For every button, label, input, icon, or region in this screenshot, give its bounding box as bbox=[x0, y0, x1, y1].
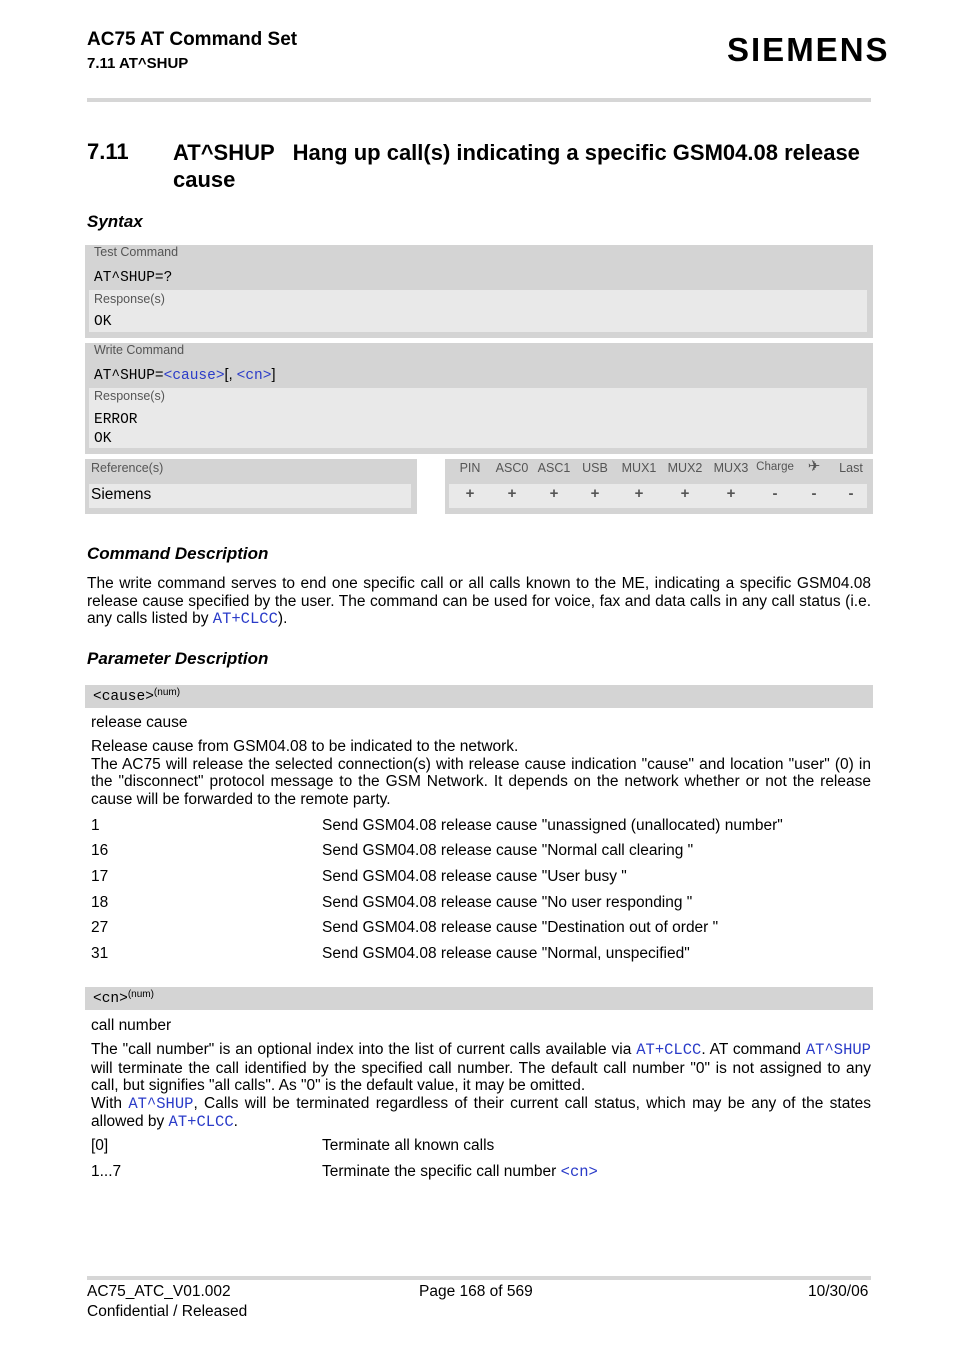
at-clcc-link[interactable]: AT+CLCC bbox=[212, 610, 278, 629]
reference-value: Siemens bbox=[91, 486, 152, 503]
interface-support-value: - bbox=[848, 485, 854, 502]
command-description-text bbox=[87, 575, 871, 629]
siemens-logo: SIEMENS bbox=[727, 31, 890, 68]
cause-detail bbox=[91, 738, 871, 808]
cn-p2-text-b: , Calls will be terminated regardless of their current call status, which may be any of the states allowed by bbox=[91, 1094, 871, 1131]
interface-support-value: - bbox=[772, 485, 778, 502]
cause-value-key: 27 bbox=[91, 919, 109, 936]
cn-param-link-2[interactable]: <cn> bbox=[560, 1163, 598, 1181]
cn-name: <cn> bbox=[93, 991, 128, 1007]
cause-parameter-bar bbox=[85, 685, 873, 708]
write-command-label: Write Command bbox=[94, 343, 185, 357]
write-response-box bbox=[89, 388, 867, 448]
interface-support-value: + bbox=[549, 485, 559, 502]
interface-column-header: Charge bbox=[756, 461, 794, 473]
section-number: 7.11 bbox=[87, 139, 129, 164]
cause-name: <cause> bbox=[93, 689, 154, 705]
reference-label: Reference(s) bbox=[91, 461, 164, 475]
cn-parameter-bar bbox=[85, 987, 873, 1010]
cn-paragraph-1 bbox=[91, 1041, 871, 1095]
footer-doc-id: AC75_ATC_V01.002 bbox=[87, 1283, 231, 1300]
cmd-desc-text-a: The write command serves to end one specific call or all calls known to the ME, indicating a specific GSM04.08 release cause specified by the user. The command can be used for voice, fax and data calls in any call status (i.e. any calls listed by bbox=[87, 575, 871, 628]
test-response-box bbox=[89, 290, 867, 332]
footer-divider bbox=[87, 1276, 871, 1280]
interface-support-value: + bbox=[680, 485, 690, 502]
interface-column-header: MUX2 bbox=[667, 461, 703, 475]
cause-short-description: release cause bbox=[91, 714, 188, 731]
footer-date: 10/30/06 bbox=[808, 1283, 869, 1300]
interface-column-header: ASC1 bbox=[537, 461, 571, 475]
cn-param-link[interactable]: <cn> bbox=[236, 368, 272, 384]
section-subtitle: 7.11 AT^SHUP bbox=[87, 55, 189, 72]
cause-value-key: 17 bbox=[91, 868, 109, 885]
at-clcc-link-2[interactable]: AT+CLCC bbox=[636, 1041, 702, 1059]
cause-parameter-name bbox=[93, 689, 180, 705]
cause-detail-line2: The AC75 will release the selected connection(s) with release cause indication "cause" and location "user" (0) in the "disconnect" protocol message to the GSM Network. It depends on the network whether or not the release cause will be forwarded to the remote party. bbox=[91, 755, 871, 808]
cn-p2-text-a: With bbox=[91, 1094, 129, 1112]
document-title: AC75 AT Command Set bbox=[87, 29, 298, 50]
cn-detail bbox=[91, 1041, 871, 1132]
command-description-heading: Command Description bbox=[87, 544, 269, 563]
at-shup-link[interactable]: AT^SHUP bbox=[805, 1041, 871, 1059]
cn-p1-text-b: . AT command bbox=[701, 1041, 806, 1058]
parameter-description-heading: Parameter Description bbox=[87, 649, 269, 668]
test-command-syntax: AT^SHUP=? bbox=[94, 270, 173, 286]
section-title: AT^SHUP Hang up call(s) indicating a specific GSM04.08 release cause bbox=[173, 140, 867, 192]
footer-status: Confidential / Released bbox=[87, 1303, 248, 1320]
interface-column-header: PIN bbox=[459, 461, 481, 475]
interface-column-header: MUX1 bbox=[621, 461, 657, 475]
cause-value-key: 31 bbox=[91, 945, 109, 962]
cause-value-desc: Send GSM04.08 release cause "User busy " bbox=[322, 868, 627, 885]
syntax-heading: Syntax bbox=[87, 212, 143, 231]
at-clcc-link-3[interactable]: AT+CLCC bbox=[168, 1113, 234, 1132]
write-command-syntax bbox=[94, 367, 275, 384]
interface-column-header: ASC0 bbox=[495, 461, 529, 475]
cause-value-key: 16 bbox=[91, 842, 109, 859]
interface-support-value: + bbox=[634, 485, 644, 502]
cmd-desc-text-b: ). bbox=[277, 610, 288, 628]
cause-type: (num) bbox=[153, 687, 181, 698]
airplane-icon: ✈ bbox=[807, 458, 821, 475]
cause-value-desc: Send GSM04.08 release cause "Normal, unspecified" bbox=[322, 945, 690, 962]
write-response-error: ERROR bbox=[94, 412, 138, 428]
footer-page-number: Page 168 of 569 bbox=[419, 1283, 533, 1300]
cause-value-key: 1 bbox=[91, 817, 100, 834]
cn-parameter-name bbox=[93, 991, 154, 1007]
cause-value-desc: Send GSM04.08 release cause "No user responding " bbox=[322, 894, 693, 911]
cause-value-desc: Send GSM04.08 release cause "unassigned (unallocated) number" bbox=[322, 817, 783, 834]
interface-support-value: + bbox=[590, 485, 600, 502]
test-command-label: Test Command bbox=[94, 245, 179, 259]
cn-paragraph-2 bbox=[91, 1095, 871, 1132]
write-response-ok: OK bbox=[94, 431, 112, 447]
header-divider bbox=[87, 98, 871, 102]
cause-value-desc: Send GSM04.08 release cause "Normal call clearing " bbox=[322, 842, 694, 859]
interface-support-value: + bbox=[726, 485, 736, 502]
cause-param-link[interactable]: <cause> bbox=[163, 368, 225, 384]
interface-support-value: + bbox=[465, 485, 475, 502]
cn-short-description: call number bbox=[91, 1017, 172, 1034]
cn-value-desc-text: Terminate the specific call number bbox=[322, 1163, 561, 1180]
cause-value-desc: Send GSM04.08 release cause "Destination out of order " bbox=[322, 919, 719, 936]
cn-value-key: 1...7 bbox=[91, 1163, 122, 1180]
cn-value-key: [0] bbox=[91, 1137, 109, 1154]
cause-value-key: 18 bbox=[91, 894, 109, 911]
cn-value-desc: Terminate all known calls bbox=[322, 1137, 495, 1154]
cn-value-desc bbox=[322, 1163, 598, 1181]
test-response-label: Response(s) bbox=[94, 292, 165, 306]
cn-p1-text-c: will terminate the call identified by the specified call number. The default call number "0" is not assigned to any call, but signifies "all calls". As "0" is the default value, it may be omitted. bbox=[91, 1059, 871, 1095]
at-shup-link-2[interactable]: AT^SHUP bbox=[128, 1094, 194, 1113]
test-response-value: OK bbox=[94, 314, 112, 330]
cn-type: (num) bbox=[127, 989, 154, 1000]
cause-detail-line1: Release cause from GSM04.08 to be indicated to the network. bbox=[91, 738, 519, 755]
interface-column-header: USB bbox=[582, 461, 608, 475]
cn-p2-text-c: . bbox=[233, 1113, 238, 1131]
write-response-label: Response(s) bbox=[94, 389, 165, 403]
write-cmd-separator: [, bbox=[224, 367, 237, 383]
interface-column-header: MUX3 bbox=[713, 461, 749, 475]
interface-column-header: Last bbox=[839, 461, 863, 475]
cn-p1-text-a: The "call number" is an optional index into the list of current calls available via bbox=[91, 1041, 637, 1058]
write-cmd-end: ] bbox=[271, 367, 276, 383]
interface-support-value: - bbox=[811, 485, 817, 502]
write-cmd-prefix: AT^SHUP= bbox=[94, 368, 164, 384]
interface-support-value: + bbox=[507, 485, 517, 502]
